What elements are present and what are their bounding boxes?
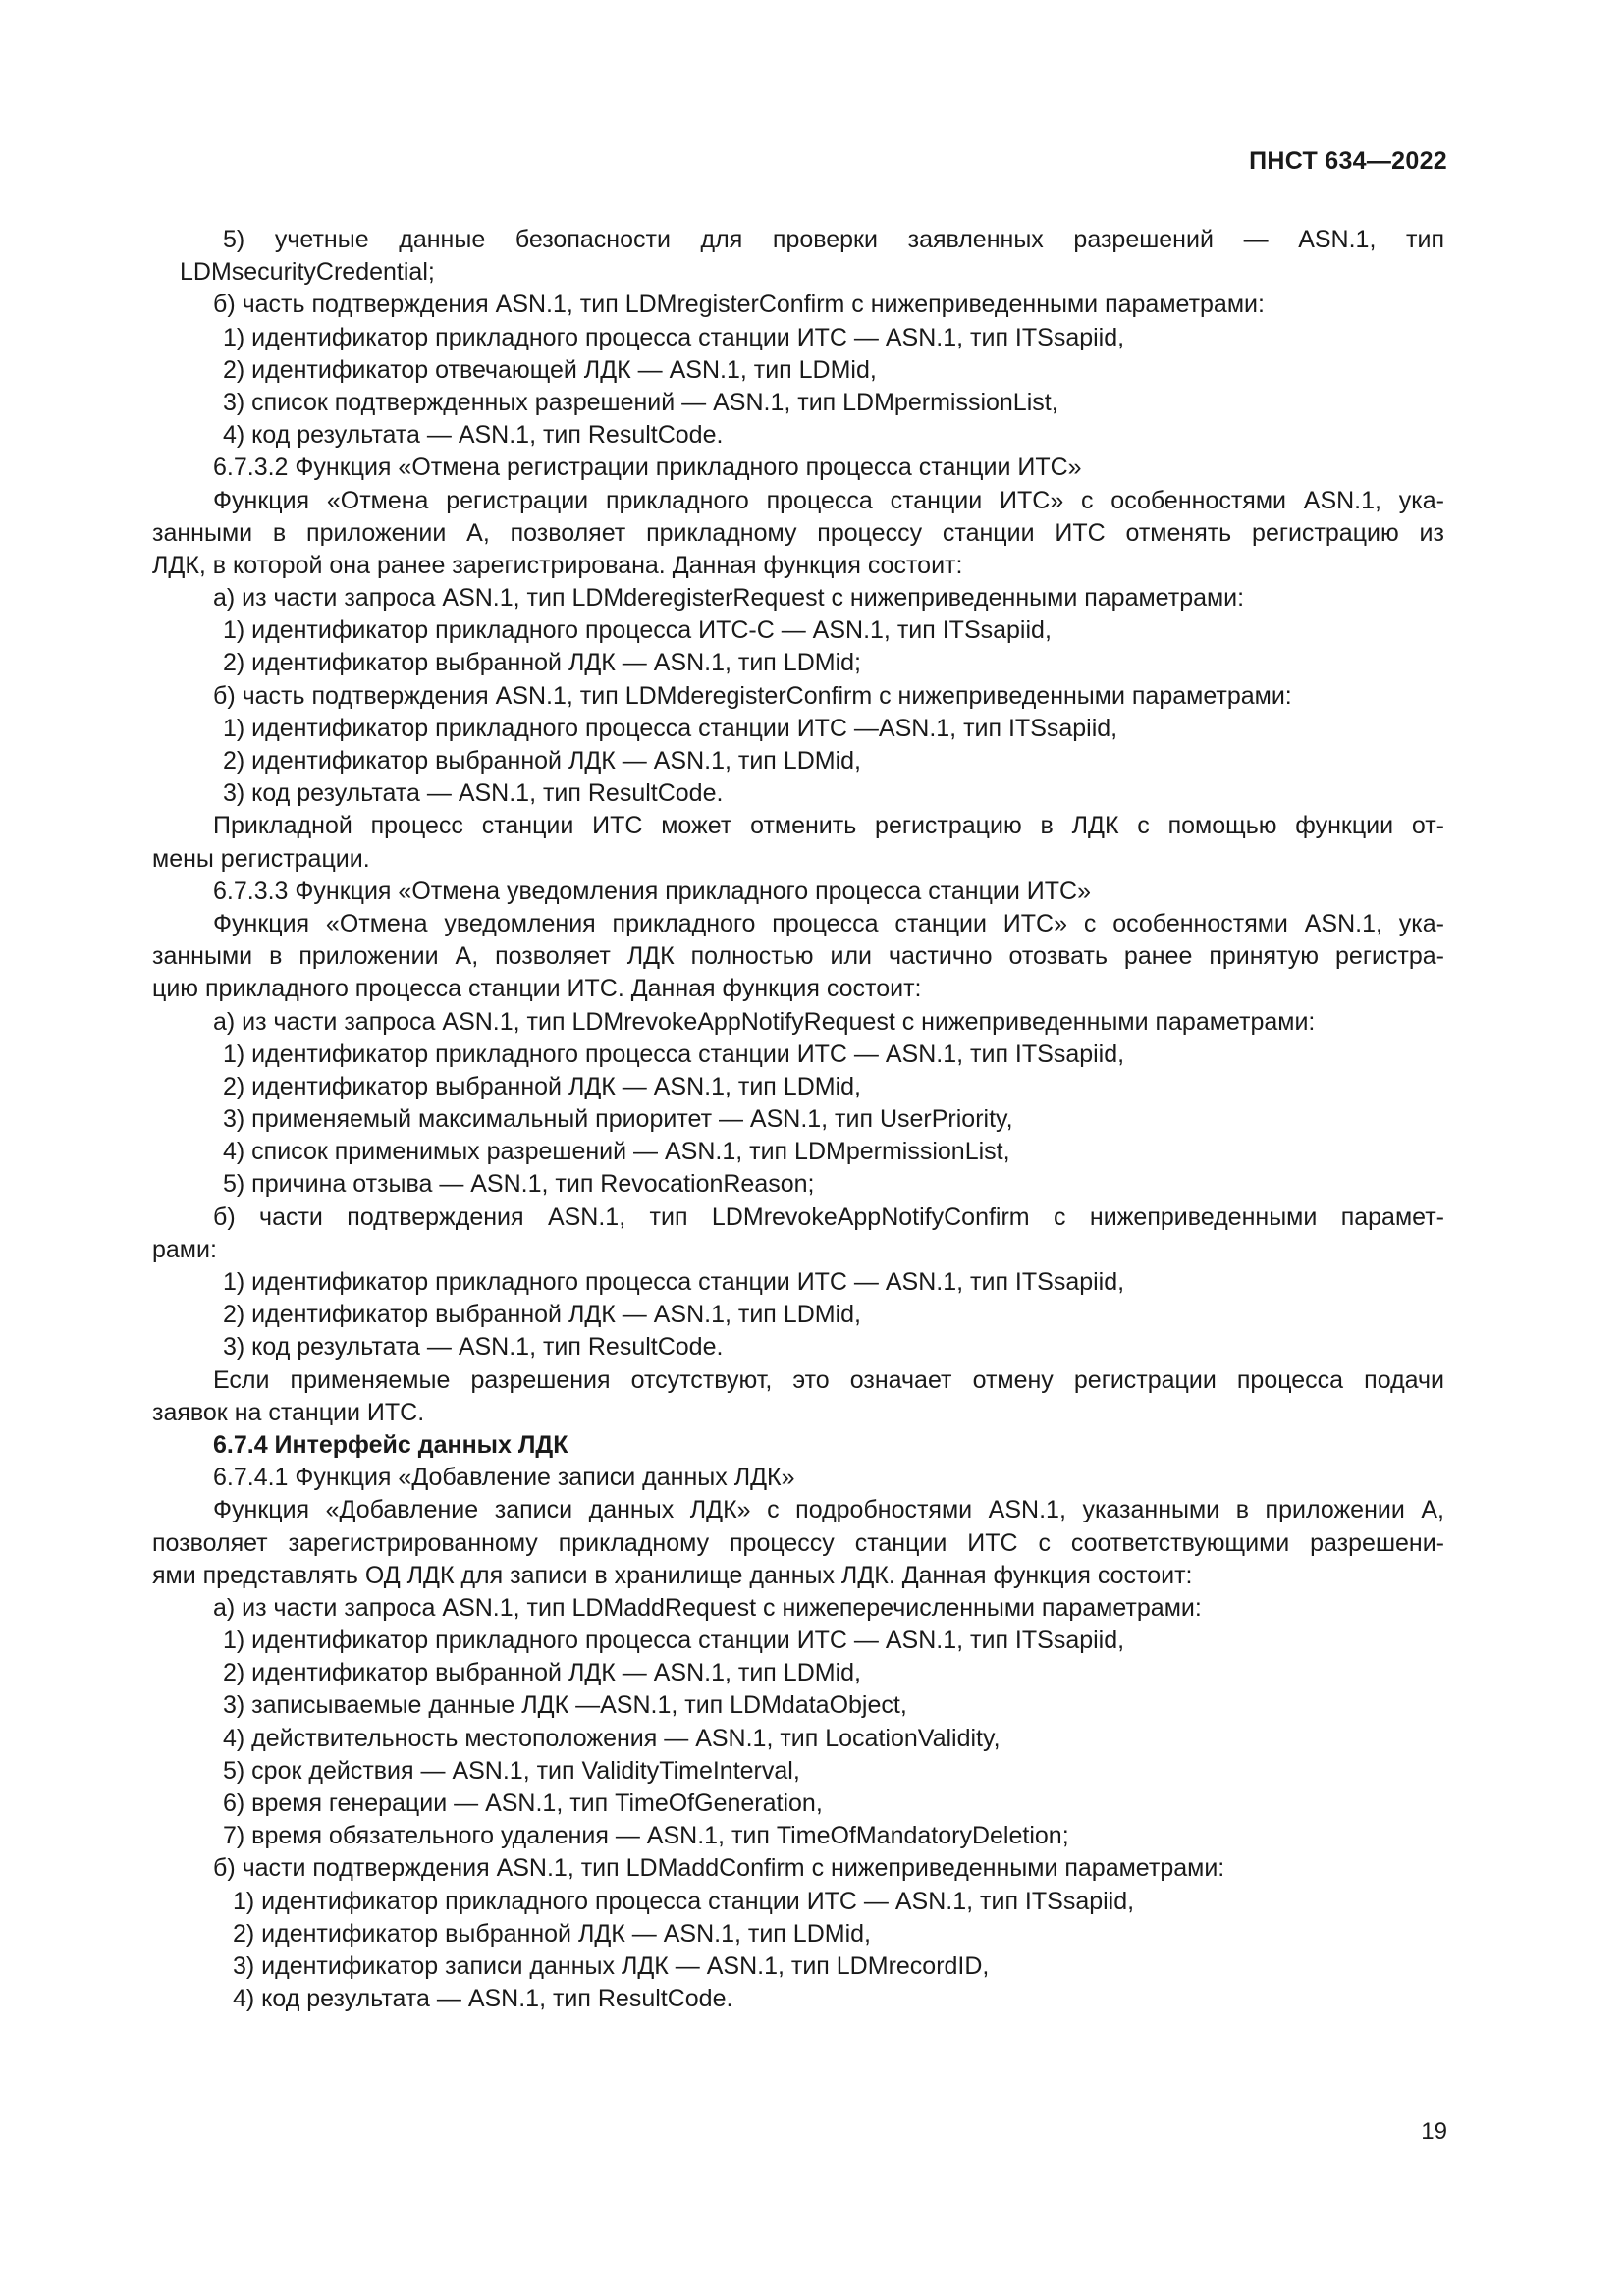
text-line: б) части подтверждения ASN.1, тип LDMaddConfirm с нижеприведенными параметрами: <box>213 1854 1225 1883</box>
text-line: а) из части запроса ASN.1, тип LDMaddRequest с нижеперечисленными параметрами: <box>213 1593 1202 1622</box>
text-line: цию прикладного процесса станции ИТС. Данная функция состоит: <box>152 975 922 1003</box>
text-line: ями представлять ОД ЛДК для записи в хранилище данных ЛДК. Данная функция состоит: <box>152 1561 1193 1589</box>
text-line: 1) идентификатор прикладного процесса станции ИТС — ASN.1, тип ITSsapiid, <box>223 1627 1125 1655</box>
text-line: 6.7.3.2 Функция «Отмена регистрации прикладного процесса станции ИТС» <box>213 454 1082 482</box>
text-line: 1) идентификатор прикладного процесса станции ИТС — ASN.1, тип ITSsapiid, <box>223 1040 1125 1068</box>
text-line: ЛДК, в которой она ранее зарегистрирована. Данная функция состоит: <box>152 551 963 579</box>
text-line: б) часть подтверждения ASN.1, тип LDMregisterConfirm с нижеприведенными параметрами: <box>213 291 1265 319</box>
text-line: мены регистрации. <box>152 844 370 873</box>
text-line: а) из части запроса ASN.1, тип LDMrevokeAppNotifyRequest с нижеприведенными параметрами: <box>213 1007 1316 1036</box>
text-line: 2) идентификатор отвечающей ЛДК — ASN.1, тип LDMid, <box>223 355 877 384</box>
text-line: 6.7.4.1 Функция «Добавление записи данных ЛДК» <box>213 1464 795 1492</box>
text-line: 2) идентификатор выбранной ЛДК — ASN.1, тип LDMid, <box>233 1919 871 1948</box>
text-line: б) части подтверждения ASN.1, тип LDMrevokeAppNotifyConfirm с нижеприведенными парамет- <box>213 1202 1444 1231</box>
text-line: а) из части запроса ASN.1, тип LDMderegisterRequest с нижеприведенными параметрами: <box>213 584 1245 613</box>
text-line: 3) идентификатор записи данных ЛДК — ASN.1, тип LDMrecordID, <box>233 1951 990 1980</box>
text-line: 4) код результата — ASN.1, тип ResultCode. <box>233 1985 733 2013</box>
page-number: 19 <box>1421 2118 1447 2145</box>
text-line: 4) код результата — ASN.1, тип ResultCode. <box>223 421 724 450</box>
text-line: 3) применяемый максимальный приоритет — ASN.1, тип UserPriority, <box>223 1105 1013 1134</box>
text-line: Функция «Отмена уведомления прикладного процесса станции ИТС» с особенностями ASN.1, ука- <box>213 909 1444 937</box>
text-line: заявок на станции ИТС. <box>152 1398 425 1426</box>
text-line: LDMsecurityCredential; <box>180 258 435 287</box>
text-line: 1) идентификатор прикладного процесса станции ИТС — ASN.1, тип ITSsapiid, <box>223 323 1125 351</box>
text-line: 5) учетные данные безопасности для проверки заявленных разрешений — ASN.1, тип <box>223 226 1444 253</box>
text-line: 1) идентификатор прикладного процесса станции ИТС — ASN.1, тип ITSsapiid, <box>233 1887 1135 1915</box>
text-line: Функция «Отмена регистрации прикладного процесса станции ИТС» с особенностями ASN.1, ука- <box>213 486 1444 514</box>
text-line: Функция «Добавление записи данных ЛДК» с подробностями ASN.1, указанными в приложении А, <box>213 1496 1444 1524</box>
text-line: 3) список подтвержденных разрешений — ASN.1, тип LDMpermissionList, <box>223 388 1058 416</box>
text-line: 2) идентификатор выбранной ЛДК — ASN.1, тип LDMid, <box>223 1301 861 1329</box>
text-line: 2) идентификатор выбранной ЛДК — ASN.1, тип LDMid, <box>223 1659 861 1687</box>
text-line: 1) идентификатор прикладного процесса ИТС-С — ASN.1, тип ITSsapiid, <box>223 616 1052 645</box>
text-line: 4) действительность местоположения — ASN.1, тип LocationValidity, <box>223 1724 1001 1752</box>
text-line: занными в приложении А, позволяет ЛДК полностью или частично отозвать ранее принятую регистра- <box>152 942 1444 971</box>
text-line: 2) идентификатор выбранной ЛДК — ASN.1, тип LDMid, <box>223 747 861 774</box>
section-heading: 6.7.4 Интерфейс данных ЛДК <box>213 1430 568 1459</box>
document-body <box>152 224 1444 2015</box>
text-line: 3) код результата — ASN.1, тип ResultCode. <box>223 779 724 808</box>
text-line: Прикладной процесс станции ИТС может отменить регистрацию в ЛДК с помощью функции от- <box>213 812 1444 840</box>
text-line: 3) записываемые данные ЛДК —ASN.1, тип LDMdataObject, <box>223 1691 907 1720</box>
text-line: 5) срок действия — ASN.1, тип ValidityTimeInterval, <box>223 1756 800 1785</box>
text-line: 6.7.3.3 Функция «Отмена уведомления прикладного процесса станции ИТС» <box>213 877 1091 905</box>
text-line: позволяет зарегистрированному прикладному процессу станции ИТС с соответствующими разрешени- <box>152 1528 1444 1557</box>
text-line: 1) идентификатор прикладного процесса станции ИТС — ASN.1, тип ITSsapiid, <box>223 1268 1125 1296</box>
text-line: рами: <box>152 1235 217 1263</box>
text-line: б) часть подтверждения ASN.1, тип LDMderegisterConfirm с нижеприведенными параметрами: <box>213 681 1292 710</box>
document-id-header: ПНСТ 634—2022 <box>1249 147 1447 175</box>
text-line: 6) время генерации — ASN.1, тип TimeOfGeneration, <box>223 1789 823 1817</box>
text-line: Если применяемые разрешения отсутствуют, это означает отмену регистрации процесса подачи <box>213 1365 1444 1394</box>
text-line: 1) идентификатор прикладного процесса станции ИТС —ASN.1, тип ITSsapiid, <box>223 714 1118 742</box>
text-line: занными в приложении А, позволяет прикладному процессу станции ИТС отменять регистрацию из <box>152 518 1444 547</box>
text-line: 3) код результата — ASN.1, тип ResultCode. <box>223 1333 724 1362</box>
text-line: 5) причина отзыва — ASN.1, тип RevocationReason; <box>223 1170 815 1199</box>
text-line: 7) время обязательного удаления — ASN.1, тип TimeOfMandatoryDeletion; <box>223 1822 1069 1850</box>
text-line: 2) идентификатор выбранной ЛДК — ASN.1, тип LDMid; <box>223 649 861 677</box>
text-line: 4) список применимых разрешений — ASN.1, тип LDMpermissionList, <box>223 1138 1010 1166</box>
text-line: 2) идентификатор выбранной ЛДК — ASN.1, тип LDMid, <box>223 1072 861 1100</box>
